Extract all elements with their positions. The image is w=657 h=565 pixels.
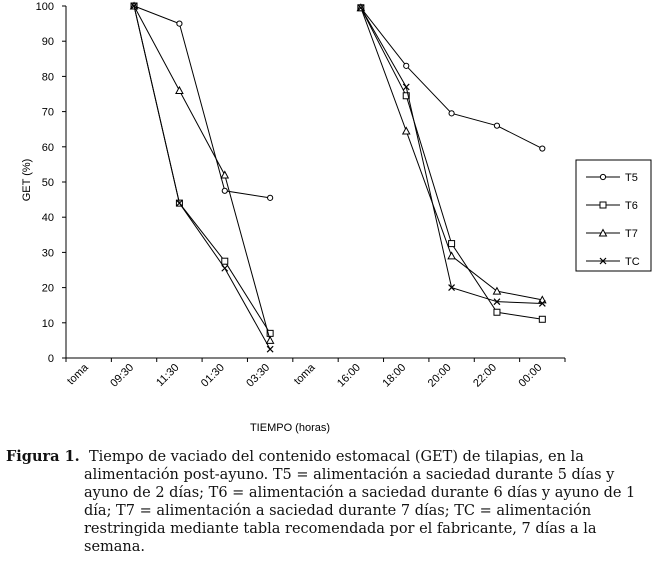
series-tc bbox=[131, 3, 545, 352]
data-point-t7 bbox=[448, 252, 455, 259]
series-line-tc bbox=[134, 6, 270, 349]
x-tick-label: 01:30 bbox=[198, 361, 227, 390]
x-tick-label: 22:00 bbox=[471, 361, 500, 390]
y-tick-label: 10 bbox=[41, 317, 54, 330]
y-tick-label: 100 bbox=[35, 1, 54, 13]
caption-lead: Figura 1. bbox=[6, 448, 80, 465]
y-tick-label: 90 bbox=[41, 36, 54, 49]
x-tick-label: 20:00 bbox=[425, 361, 454, 390]
x-tick-label: 03:30 bbox=[244, 361, 273, 390]
legend-marker bbox=[600, 202, 606, 208]
data-point-t7 bbox=[403, 127, 410, 134]
x-axis-title: TIEMPO (horas) bbox=[249, 422, 331, 434]
series-t5 bbox=[131, 3, 544, 200]
legend-marker bbox=[600, 174, 605, 179]
series-line-t7 bbox=[134, 6, 270, 340]
data-point-t7 bbox=[176, 87, 183, 94]
data-point-t5 bbox=[449, 111, 454, 116]
legend-label: T7 bbox=[625, 228, 638, 240]
series-line-t5 bbox=[134, 6, 270, 198]
caption-text: Tiempo de vaciado del contenido estomacal (GET) de tilapias, en la alimentación post-ayuno. T5 = alimentación a saciedad durante 5 días y ayuno de 2 días; T6 = alimentación a saciedad durante 6 días y ayuno de 1 día; T7 = alimentación a saciedad durante 7 días; TC = alimentación restringida mediante tabla recomendada por el fabricante, 7 días a la semana. bbox=[84, 449, 636, 555]
legend-label: T6 bbox=[625, 200, 638, 212]
series-t6 bbox=[131, 3, 545, 336]
x-tick-label: 18:00 bbox=[380, 361, 409, 390]
data-point-t5 bbox=[540, 146, 545, 151]
data-point-t7 bbox=[221, 171, 228, 178]
data-point-t7 bbox=[267, 337, 274, 344]
data-point-t6 bbox=[222, 258, 228, 264]
data-point-t6 bbox=[449, 241, 455, 247]
data-point-t5 bbox=[177, 21, 182, 26]
y-tick-label: 60 bbox=[41, 141, 54, 154]
x-tick-label: toma bbox=[65, 361, 91, 388]
y-tick-label: 50 bbox=[41, 177, 54, 189]
data-point-tc bbox=[222, 265, 228, 271]
data-point-t5 bbox=[222, 188, 227, 193]
y-tick-label: 30 bbox=[41, 247, 54, 260]
y-tick-label: 40 bbox=[41, 212, 54, 225]
data-point-t6 bbox=[494, 309, 500, 315]
x-tick-label: 16:00 bbox=[335, 361, 363, 390]
legend bbox=[576, 160, 651, 271]
series-line-t6 bbox=[134, 6, 270, 333]
y-tick-label: 70 bbox=[41, 106, 54, 119]
legend-label: TC bbox=[625, 256, 640, 268]
legend-label: T5 bbox=[625, 172, 638, 184]
y-axis-title: GET (%) bbox=[21, 158, 33, 202]
x-tick-label: 00:00 bbox=[516, 361, 545, 390]
y-tick-label: 0 bbox=[47, 353, 54, 365]
x-tick-label: 11:30 bbox=[154, 361, 182, 390]
data-point-t5 bbox=[494, 123, 499, 128]
y-tick-label: 20 bbox=[41, 282, 54, 295]
x-tick-label: toma bbox=[291, 361, 318, 388]
data-point-tc bbox=[267, 346, 273, 352]
y-tick-label: 80 bbox=[41, 71, 54, 84]
data-point-t5 bbox=[268, 195, 273, 200]
data-point-t6 bbox=[539, 316, 545, 322]
data-point-t5 bbox=[404, 63, 409, 68]
x-tick-label: 09:30 bbox=[108, 361, 137, 390]
figure-caption bbox=[6, 448, 646, 556]
series-line-t5 bbox=[361, 8, 542, 149]
